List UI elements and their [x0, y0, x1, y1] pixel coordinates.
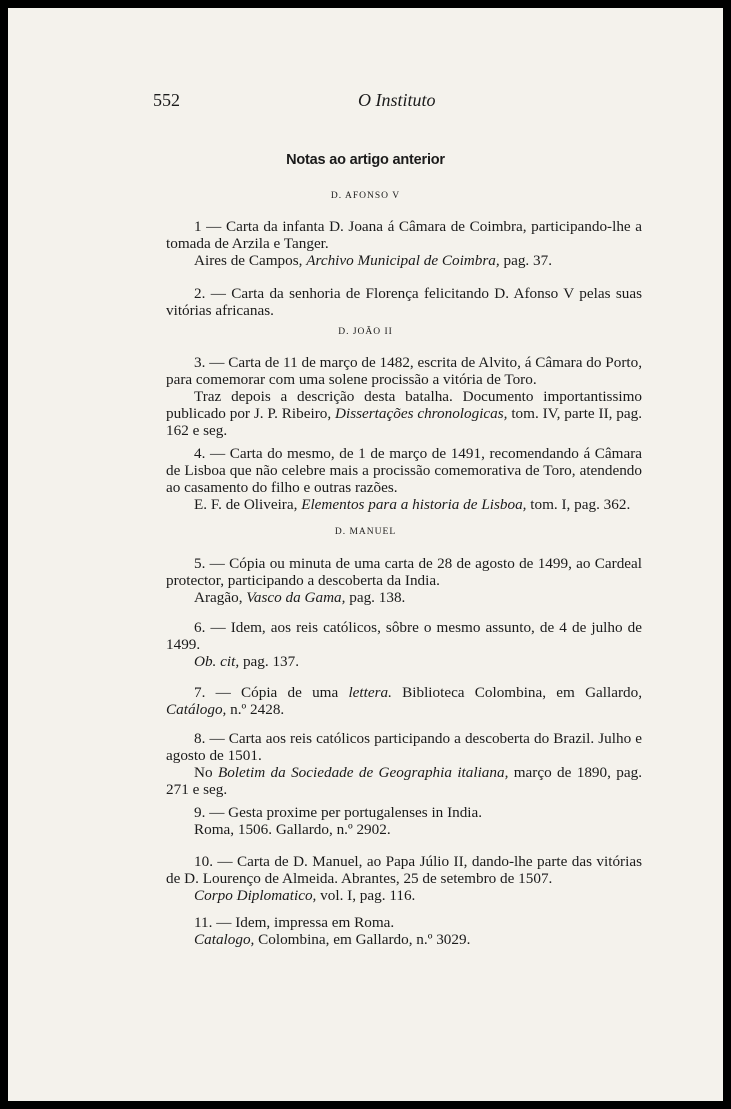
note-8	[166, 730, 642, 798]
note-11-cite-title: Catalogo,	[194, 931, 255, 948]
document-page	[8, 8, 723, 1101]
note-5-cite-pre: Aragão,	[194, 589, 247, 606]
note-3-cite-post: tom. IV, parte II, pag. 162 e seg.	[166, 405, 642, 439]
note-11-text: 11. — Idem, impressa em Roma.	[194, 914, 395, 931]
note-9	[166, 804, 642, 838]
note-6-citation	[166, 653, 642, 670]
note-10-cite-title: Corpo Diplomatico,	[194, 887, 317, 904]
note-4-cite-pre: E. F. de Oliveira,	[194, 496, 302, 513]
note-9-citation: Roma, 1506. Gallardo, n.º 2902.	[194, 821, 391, 838]
note-6	[166, 619, 642, 670]
note-7-text-post: n.º 2428.	[226, 701, 285, 718]
note-10-citation	[166, 887, 642, 904]
note-6-text: 6. — Idem, aos reis católicos, sôbre o mesmo assunto, de 4 de julho de 1499.	[166, 619, 642, 653]
note-2	[166, 285, 642, 319]
note-6-cite-title: Ob. cit,	[194, 653, 240, 670]
note-4-cite-post: tom. I, pag. 362.	[526, 496, 631, 513]
article-title: Notas ao artigo anterior	[286, 152, 445, 168]
note-3-text: 3. — Carta de 11 de março de 1482, escrita de Alvito, á Câmara do Porto, para comemorar com uma solene procissão a vitória de Toro.	[166, 354, 642, 388]
note-1	[166, 218, 642, 269]
note-1-cite-pre: Aires de Campos,	[194, 252, 307, 269]
note-11-cite-post: Colombina, em Gallardo, n.º 3029.	[254, 931, 471, 948]
note-4-cite-title: Elementos para a historia de Lisboa,	[301, 496, 527, 513]
note-3-cite-pre: Traz depois a descrição desta batalha. Documento importantissimo publicado por J. P. Ribeiro,	[166, 388, 642, 422]
note-11-citation	[166, 931, 642, 948]
note-5-cite-title: Vasco da Gama,	[246, 589, 346, 606]
section-heading-afonso: D. AFONSO V	[330, 191, 401, 201]
note-7-text-mid: Biblioteca Colombina, em Gallardo,	[391, 684, 642, 701]
page-header	[8, 90, 723, 114]
section-heading-manuel: D. MANUEL	[334, 527, 397, 537]
note-7	[166, 684, 642, 718]
page-number: 552	[153, 90, 180, 110]
note-7-text-pre: 7. — Cópia de uma	[194, 684, 349, 701]
note-4	[166, 445, 642, 513]
note-3-citation	[166, 388, 642, 439]
note-1-text: 1 — Carta da infanta D. Joana á Câmara de Coimbra, participando-lhe a tomada de Arzila e Tanger.	[166, 218, 642, 252]
note-6-cite-post: pag. 137.	[239, 653, 300, 670]
note-1-cite-title: Archivo Municipal de Coimbra,	[306, 252, 500, 269]
note-10-text: 10. — Carta de D. Manuel, ao Papa Júlio II, dando-lhe parte das vitórias de D. Lourenço de Almeida. Abrantes, 25 de setembro de 1507.	[166, 853, 642, 887]
note-5	[166, 555, 642, 606]
note-4-citation	[166, 496, 642, 513]
section-heading-joao: D. JOÃO II	[338, 327, 393, 337]
note-8-text: 8. — Carta aos reis católicos participando a descoberta do Brazil. Julho e agosto de 1501.	[166, 730, 642, 764]
note-2-text: 2. — Carta da senhoria de Florença felicitando D. Afonso V pelas suas vitórias africanas.	[166, 285, 642, 319]
note-1-cite-post: pag. 37.	[499, 252, 552, 269]
note-7-text-italic: lettera.	[348, 684, 392, 701]
note-7-catalog-title: Catálogo,	[166, 701, 227, 718]
note-8-citation	[166, 764, 642, 798]
note-10	[166, 853, 642, 904]
note-5-cite-post: pag. 138.	[345, 589, 406, 606]
note-3	[166, 354, 642, 439]
note-8-cite-title: Boletim da Sociedade de Geographia italiana,	[217, 764, 509, 781]
note-4-text: 4. — Carta do mesmo, de 1 de março de 1491, recomendando á Câmara de Lisboa que não celebre mais a procissão comemorativa de Toro, atendendo ao casamento do filho e outras razões.	[166, 445, 642, 496]
note-5-citation	[166, 589, 642, 606]
note-8-cite-post: março de 1890, pag. 271 e seg.	[166, 764, 643, 798]
note-1-citation	[166, 252, 642, 269]
note-3-cite-title: Dissertações chronologicas,	[335, 405, 508, 422]
note-9-text: 9. — Gesta proxime per portugalenses in India.	[194, 804, 483, 821]
running-title: O Instituto	[358, 90, 436, 110]
note-11	[166, 914, 642, 948]
note-8-cite-pre: No	[194, 764, 218, 781]
note-5-text: 5. — Cópia ou minuta de uma carta de 28 de agosto de 1499, ao Cardeal protector, participando a descoberta da India.	[166, 555, 642, 589]
note-7-text	[166, 684, 642, 718]
note-10-cite-post: vol. I, pag. 116.	[316, 887, 416, 904]
